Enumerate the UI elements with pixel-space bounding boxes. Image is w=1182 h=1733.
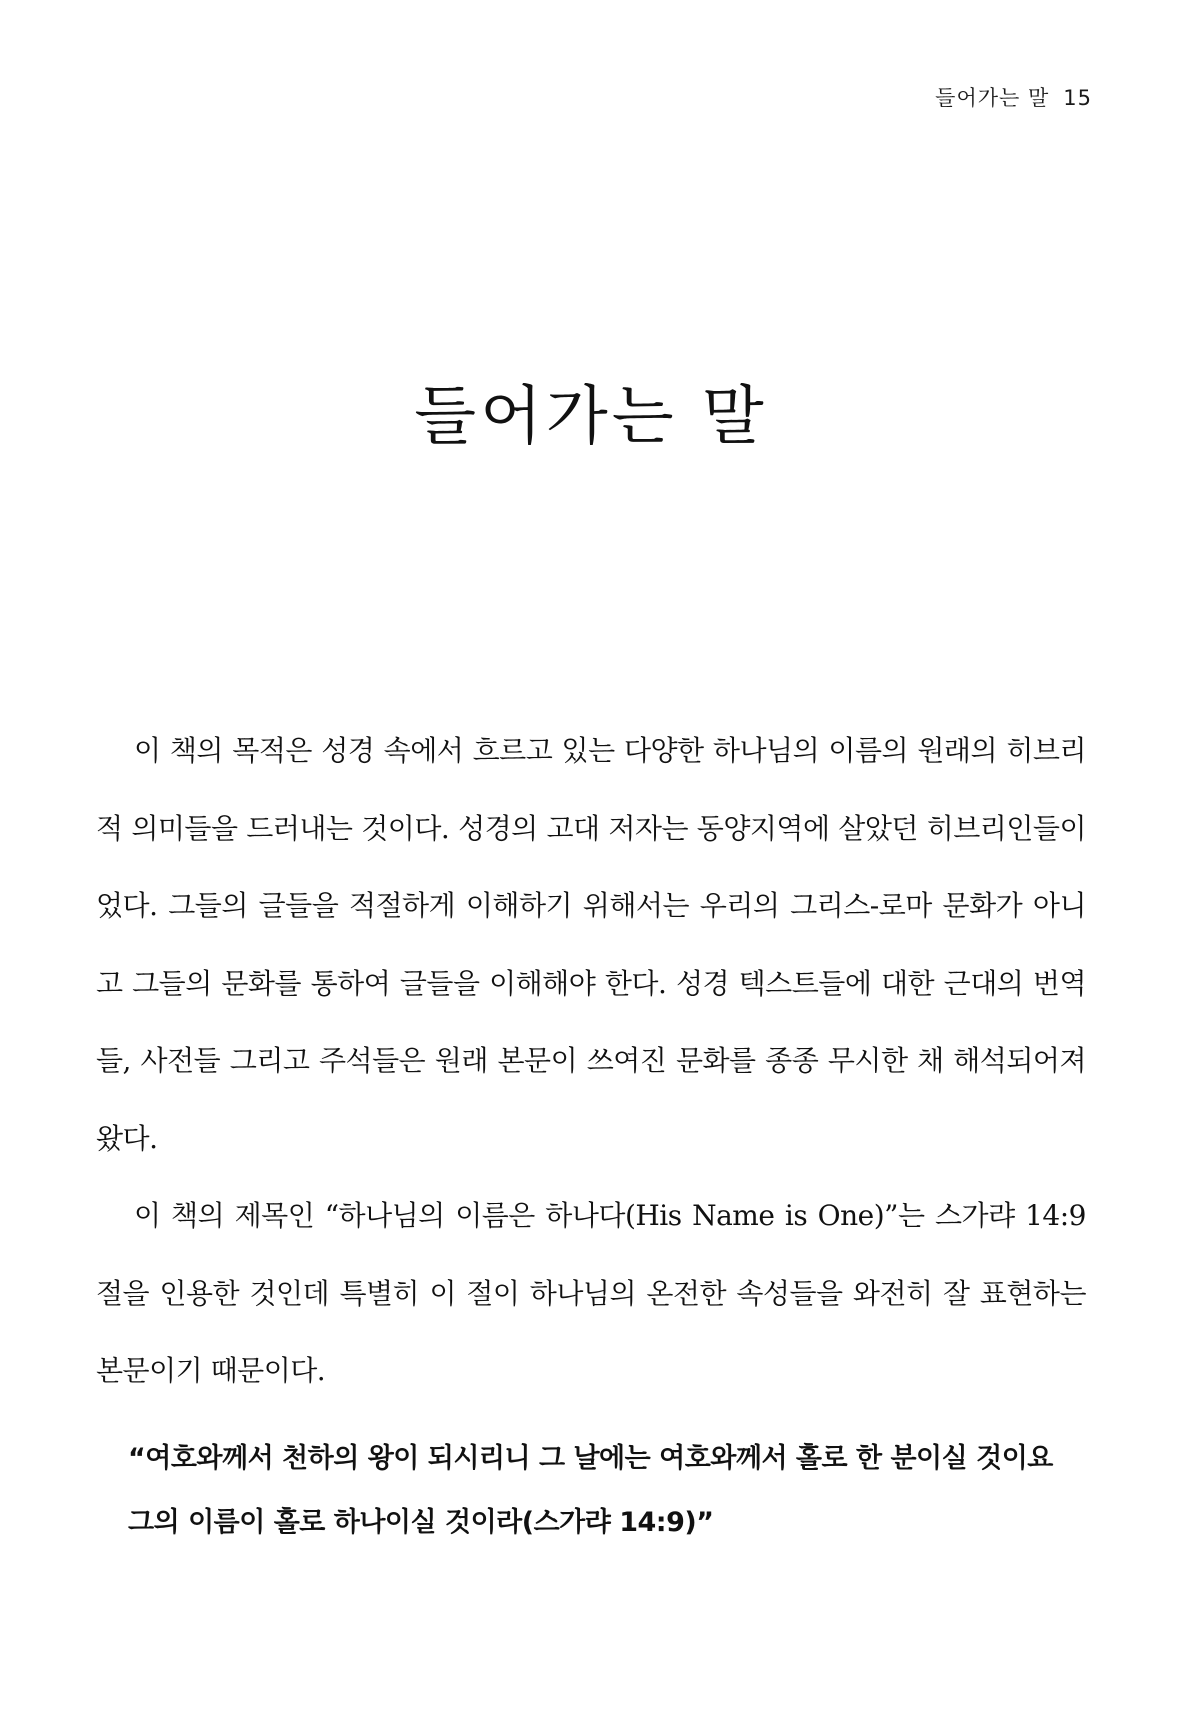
running-title: 들어가는 말 [935,86,1050,110]
page-number: 15 [1063,86,1092,110]
chapter-title: 들어가는 말 [414,380,768,454]
quote-line: “여호와께서 천하의 왕이 되시리니 그 날에는 여호와께서 홀로 한 분이실 것이요 [128,1443,1053,1474]
running-header [935,82,1092,112]
quote-line: 그의 이름이 홀로 하나이실 것이라(스가랴 14:9)” [128,1507,714,1538]
scripture-quote [128,1427,1088,1555]
body-text [96,712,1086,1410]
paragraph: 이 책의 목적은 성경 속에서 흐르고 있는 다양한 하나님의 이름의 원래의 히브리적 의미들을 드러내는 것이다. 성경의 고대 저자는 동양지역에 살았던 히브리인들이었다. 그들의 글들을 적절하게 이해하기 위해서는 우리의 그리스-로마 문화가 아니고 그들의 문화를 통하여 글들을 이해해야 한다. 성경 텍스트들에 대한 근대의 번역들, 사전들 그리고 주석들은 원래 본문이 쓰여진 문화를 종종 무시한 채 해석되어져 왔다. [96,734,1086,1155]
paragraph: 이 책의 제목인 “하나님의 이름은 하나다(His Name is One)”는 스가랴 14:9절을 인용한 것인데 특별히 이 절이 하나님의 온전한 속성들을 와전히 잘 표현하는 본문이기 때문이다. [96,1199,1086,1387]
